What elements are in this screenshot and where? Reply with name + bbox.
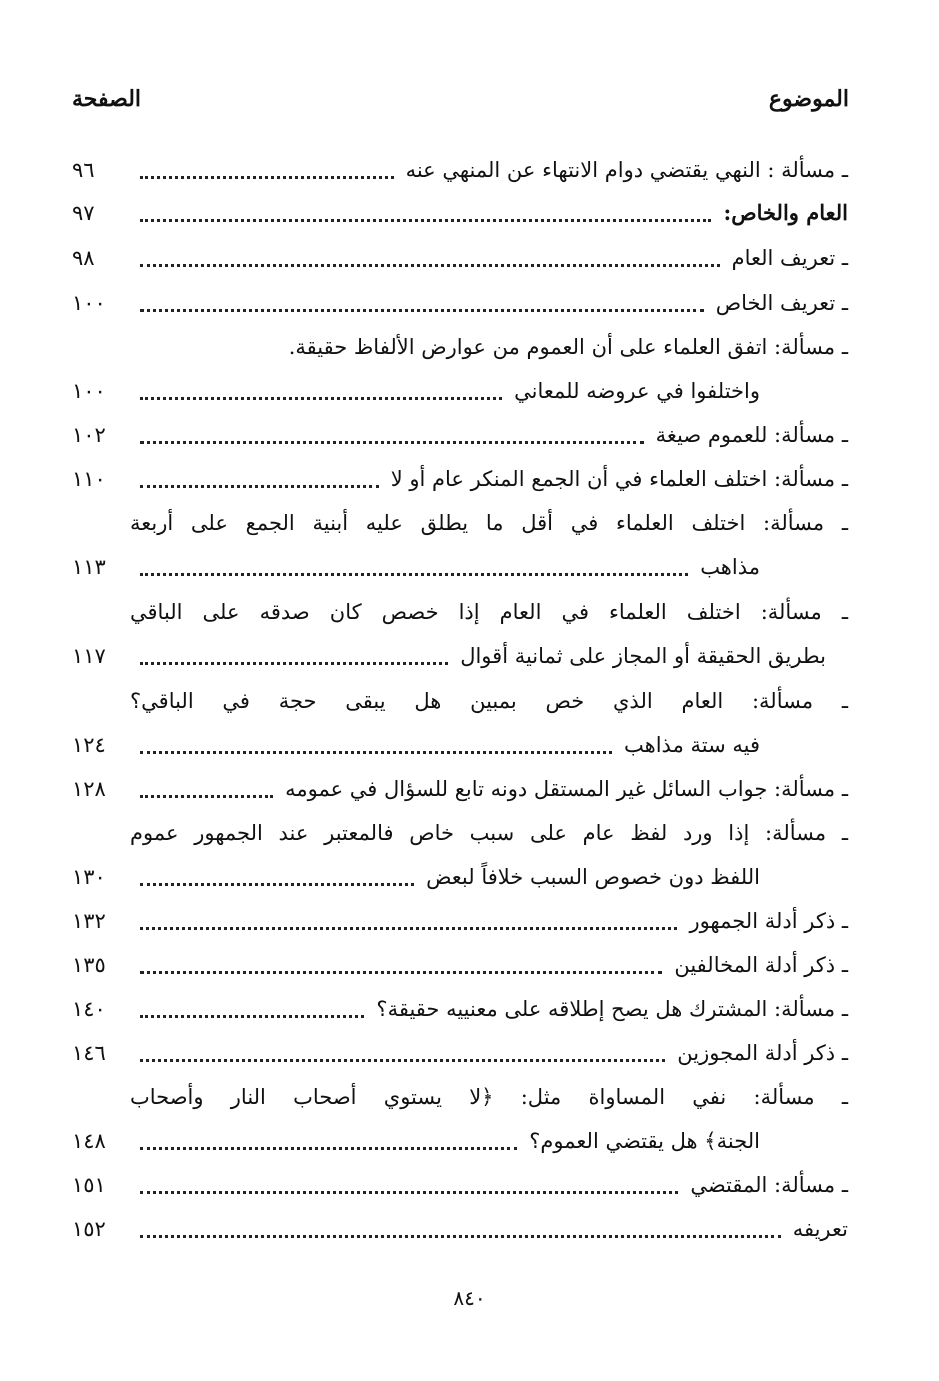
toc-entry-title: ـ مسألة: اتفق العلماء على أن العموم من عوارض الألفاظ حقيقة. <box>288 335 848 359</box>
toc-entry <box>72 413 848 457</box>
toc-entry-title: ـ تعريف العام <box>731 246 848 270</box>
toc-entry-title: فيه ستة مذاهب <box>624 733 760 757</box>
dot-leader <box>140 943 662 987</box>
dot-leader <box>140 1163 678 1207</box>
toc-entry-title: ـ ذكر أدلة المخالفين <box>674 953 848 977</box>
toc-entry-page: ١٤٠ <box>72 997 106 1021</box>
toc-entry <box>72 1075 848 1119</box>
toc-entry-title: ـ مسألة: العام الذي خص بمبين هل يبقى حجة في الباقي؟ <box>130 689 848 713</box>
page-column-header: الصفحة <box>72 86 142 112</box>
toc-entry <box>72 1163 848 1207</box>
toc-entry-page: ١٣٢ <box>72 909 106 933</box>
toc-entry-title: ـ مسألة: المشترك هل يصح إطلاقه على معنييه حقيقة؟ <box>376 997 848 1021</box>
toc-entry-page: ١٠٠ <box>72 291 106 315</box>
toc-entry <box>72 281 848 325</box>
dot-leader <box>140 545 688 589</box>
toc-entry <box>72 943 848 987</box>
toc-entry <box>72 767 848 811</box>
toc-entry-page: ١٠٢ <box>72 423 106 447</box>
dot-leader <box>140 1031 665 1075</box>
toc-entry-title: ـ مسألة: نفي المساواة مثل: ﴿لا يستوي أصحاب النار وأصحاب <box>130 1085 849 1109</box>
dot-leader <box>140 1207 781 1251</box>
toc-entry-page: ١٤٦ <box>72 1041 106 1065</box>
toc-entry-page: ١٤٨ <box>72 1129 106 1153</box>
toc-entry-title: ـ مسألة: جواب السائل غير المستقل دونه تابع للسؤال في عمومه <box>285 777 848 801</box>
toc-entry <box>72 545 848 589</box>
toc-entry-title: ـ مسألة: المقتضي <box>690 1173 848 1197</box>
toc-entry <box>72 325 848 369</box>
dot-leader <box>140 1119 517 1163</box>
toc-entry-page: ١٥١ <box>72 1173 106 1197</box>
toc-entry <box>72 501 848 545</box>
toc-entry <box>72 987 848 1031</box>
toc-entry-title: مذاهب <box>700 555 760 579</box>
dot-leader <box>140 634 448 678</box>
toc-entry-page: ١٥٢ <box>72 1217 106 1241</box>
toc-entry <box>72 236 848 280</box>
toc-entry-title: ـ ذكر أدلة المجوزين <box>677 1041 848 1065</box>
toc-entry-title: تعريفه <box>792 1217 848 1241</box>
toc-entry <box>72 723 848 767</box>
toc-entry <box>72 457 848 501</box>
dot-leader <box>140 723 612 767</box>
toc-entry <box>72 1207 848 1251</box>
dot-leader <box>140 767 273 811</box>
toc-entry-title: ـ مسألة: اختلف العلماء في العام إذا خصص كان صدقه على الباقي <box>130 600 848 624</box>
toc-entry-title: ـ ذكر أدلة الجمهور <box>689 909 848 933</box>
dot-leader <box>140 236 720 280</box>
toc-entry-page: ١١٣ <box>72 555 106 579</box>
dot-leader <box>140 855 414 899</box>
toc-entry-page: ١٢٤ <box>72 733 106 757</box>
dot-leader <box>140 369 502 413</box>
toc-entry <box>72 191 848 235</box>
toc-entry <box>72 1119 848 1163</box>
toc-entry-page: ١١٠ <box>72 467 106 491</box>
toc-entry <box>72 899 848 943</box>
toc-entry <box>72 855 848 899</box>
dot-leader <box>140 457 379 501</box>
toc-entry <box>72 679 848 723</box>
toc-entry-page: ١٢٨ <box>72 777 106 801</box>
toc-entry <box>72 634 848 678</box>
toc-entry-page: ٩٦ <box>72 158 95 182</box>
toc-entry <box>72 148 848 192</box>
toc-entry-page: ٩٨ <box>72 246 95 270</box>
toc-entry-page: ٩٧ <box>72 201 95 225</box>
toc-entry-page: ١٣٥ <box>72 953 106 977</box>
toc-entry <box>72 590 848 634</box>
dot-leader <box>140 987 364 1031</box>
toc-entry-title: العام والخاص: <box>723 200 848 225</box>
toc-entry-title: ـ مسألة : النهي يقتضي دوام الانتهاء عن المنهي عنه <box>405 158 848 182</box>
toc-entry <box>72 1031 848 1075</box>
toc-entry-title: الجنة﴾ هل يقتضي العموم؟ <box>529 1129 760 1153</box>
topic-column-header: الموضوع <box>768 86 849 112</box>
toc-entry-page: ١٠٠ <box>72 379 106 403</box>
page-number: ٨٤٠ <box>453 1286 486 1310</box>
toc-entry-title: واختلفوا في عروضه للمعاني <box>514 379 760 403</box>
toc-entry-title: بطريق الحقيقة أو المجاز على ثمانية أقوال <box>460 644 826 668</box>
toc-entry-title: اللفظ دون خصوص السبب خلافاً لبعض <box>426 865 760 889</box>
toc-entry-title: ـ مسألة: إذا ورد لفظ عام على سبب خاص فالمعتبر عند الجمهور عموم <box>130 821 848 845</box>
toc-entry-title: ـ مسألة: للعموم صيغة <box>655 423 848 447</box>
toc-entry <box>72 811 848 855</box>
dot-leader <box>140 148 394 192</box>
dot-leader <box>140 899 677 943</box>
dot-leader <box>140 191 711 235</box>
dot-leader <box>140 413 644 457</box>
toc-entry-title: ـ مسألة: اختلف العلماء في أقل ما يطلق عليه أبنية الجمع على أربعة <box>130 511 848 535</box>
dot-leader <box>140 281 704 325</box>
toc-entry-title: ـ تعريف الخاص <box>715 291 848 315</box>
toc-entry <box>72 369 848 413</box>
toc-entry-page: ١٣٠ <box>72 865 106 889</box>
toc-entry-title: ـ مسألة: اختلف العلماء في أن الجمع المنكر عام أو لا <box>390 467 848 491</box>
toc-entry-page: ١١٧ <box>72 644 106 668</box>
